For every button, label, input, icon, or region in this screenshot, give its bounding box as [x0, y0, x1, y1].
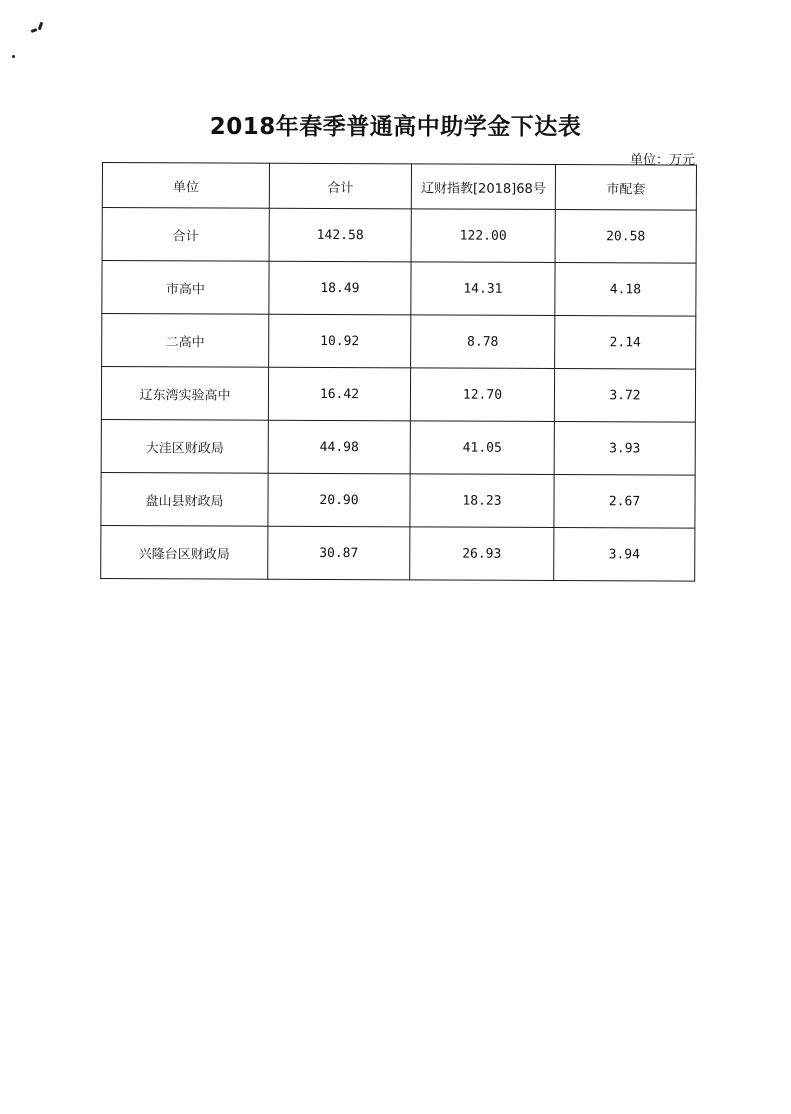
- cell-city-matching: 3.94: [554, 527, 695, 581]
- header-city-matching: 市配套: [555, 164, 696, 210]
- cell-city-matching: 3.93: [554, 421, 695, 475]
- cell-provincial-fund: 26.93: [410, 527, 554, 581]
- cell-city-matching: 3.72: [554, 368, 695, 422]
- cell-total: 30.87: [268, 526, 410, 580]
- scan-speck: [12, 55, 15, 58]
- cell-provincial-fund: 8.78: [411, 315, 555, 369]
- table-row: [101, 472, 695, 528]
- cell-total: 142.58: [269, 208, 411, 262]
- table-row: [102, 314, 696, 370]
- document-title: 2018年春季普通高中助学金下达表: [209, 114, 582, 140]
- cell-provincial-fund: 41.05: [410, 421, 554, 475]
- cell-total: 20.90: [268, 473, 410, 527]
- unit-note: 单位：万元: [629, 153, 695, 168]
- header-total: 合计: [269, 163, 411, 209]
- cell-city-matching: 4.18: [555, 262, 696, 316]
- cell-total: 10.92: [269, 314, 411, 368]
- cell-provincial-fund: 122.00: [411, 209, 555, 263]
- cell-unit: 兴隆台区财政局: [101, 525, 268, 579]
- cell-unit: 市高中: [102, 261, 269, 315]
- cell-total: 44.98: [268, 420, 410, 474]
- table-row: [101, 419, 695, 475]
- cell-city-matching: 2.67: [554, 474, 695, 528]
- cell-total: 18.49: [269, 261, 411, 315]
- cell-city-matching: 20.58: [555, 209, 696, 263]
- cell-unit: 辽东湾实验高中: [101, 367, 268, 421]
- cell-unit: 大洼区财政局: [101, 419, 268, 473]
- table-row: [102, 208, 696, 264]
- cell-provincial-fund: 12.70: [410, 368, 554, 422]
- table-row: [101, 367, 695, 423]
- scan-speck: [31, 28, 38, 33]
- cell-unit: 盘山县财政局: [101, 472, 268, 526]
- table-row: [102, 261, 696, 317]
- grant-allocation-table: [100, 162, 697, 582]
- table-header-row: [102, 163, 696, 211]
- scan-speck: [38, 22, 44, 31]
- table-row: [101, 525, 695, 581]
- cell-total: 16.42: [268, 367, 410, 421]
- header-unit: 单位: [102, 163, 269, 209]
- cell-city-matching: 2.14: [555, 315, 696, 369]
- cell-provincial-fund: 18.23: [410, 474, 554, 528]
- cell-provincial-fund: 14.31: [411, 262, 555, 316]
- header-provincial-fund: 辽财指教[2018]68号: [411, 164, 555, 210]
- cell-unit: 二高中: [102, 314, 269, 368]
- cell-unit: 合计: [102, 208, 269, 262]
